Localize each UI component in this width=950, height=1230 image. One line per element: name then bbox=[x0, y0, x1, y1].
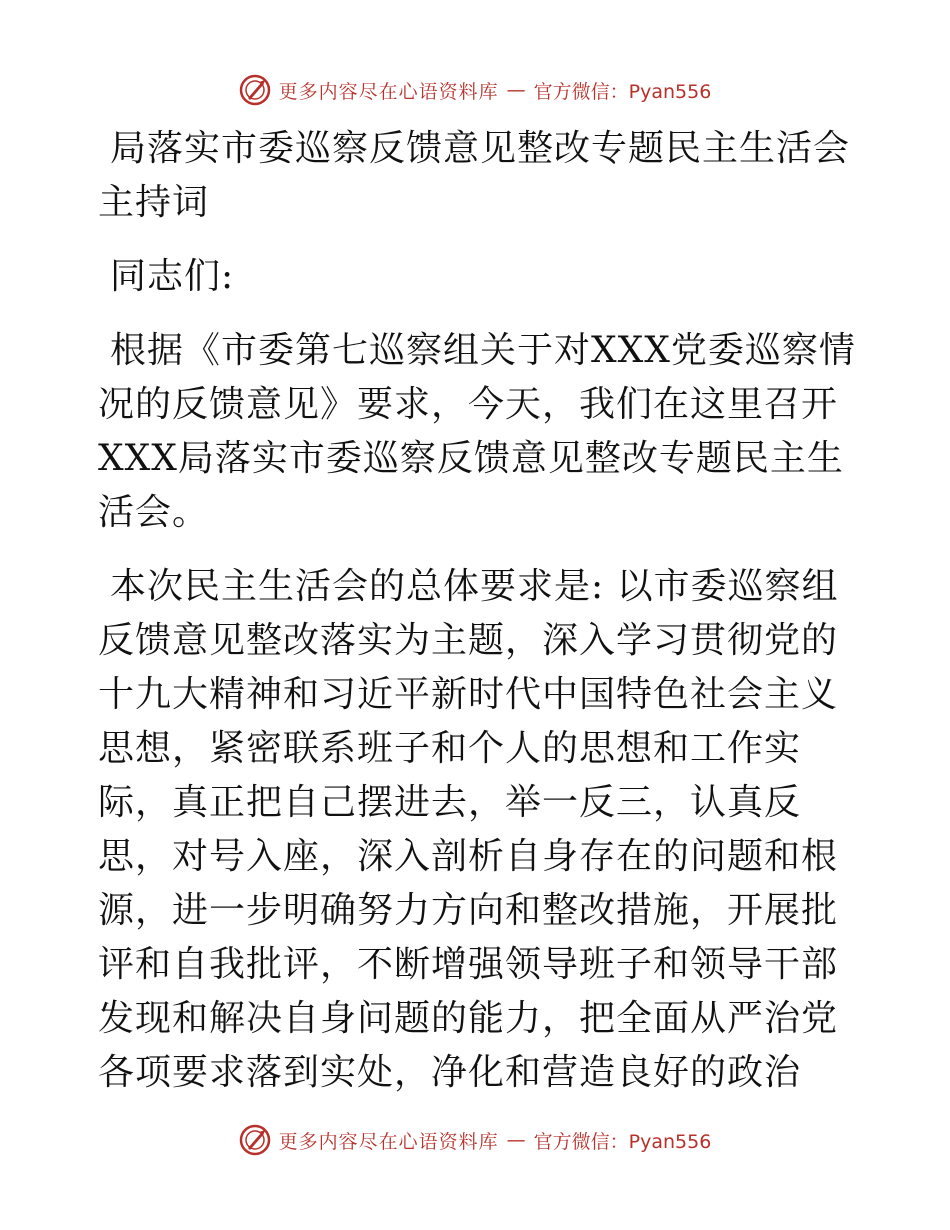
footer-watermark bbox=[0, 1120, 950, 1160]
quill-logo-icon bbox=[239, 1124, 271, 1156]
document-body bbox=[98, 122, 858, 1120]
header-watermark bbox=[0, 70, 950, 110]
brand-separator: — bbox=[506, 79, 526, 101]
wechat-id: 官方微信：Pyan556 bbox=[533, 1130, 712, 1153]
salutation: 同志们: bbox=[110, 256, 235, 297]
brand-text: 更多内容尽在心语资料库 bbox=[278, 80, 499, 103]
brand-text: 更多内容尽在心语资料库 bbox=[278, 1130, 499, 1153]
paragraph: 本次民主生活会的总体要求是: 以市委巡察组反馈意见整改落实为主题，深入学习贯彻党的十九大精神和习近平新时代中国特色社会主义思想，紧密联系班子和个人的思想和工作实际，真正把自己摆进去，举一反三，认真反思，对号入座，深入剖析自身存在的问题和根源，进一步明确努力方向和整改措施，开展批评和自我批评，不断增强领导班子和领导干部发现和解决自身问题的能力，把全面从严治党各项要求落到实处，净化和营造良好的政治 bbox=[98, 566, 839, 1093]
wechat-id: 官方微信：Pyan556 bbox=[533, 80, 712, 103]
document-title: 局落实市委巡察反馈意见整改专题民主生活会主持词 bbox=[98, 128, 851, 223]
brand-separator: — bbox=[506, 1129, 526, 1151]
paragraph: 根据《市委第七巡察组关于对XXX党委巡察情况的反馈意见》要求，今天，我们在这里召开XXX局落实市委巡察反馈意见整改专题民主生活会。 bbox=[98, 330, 856, 533]
quill-logo-icon bbox=[239, 74, 271, 106]
